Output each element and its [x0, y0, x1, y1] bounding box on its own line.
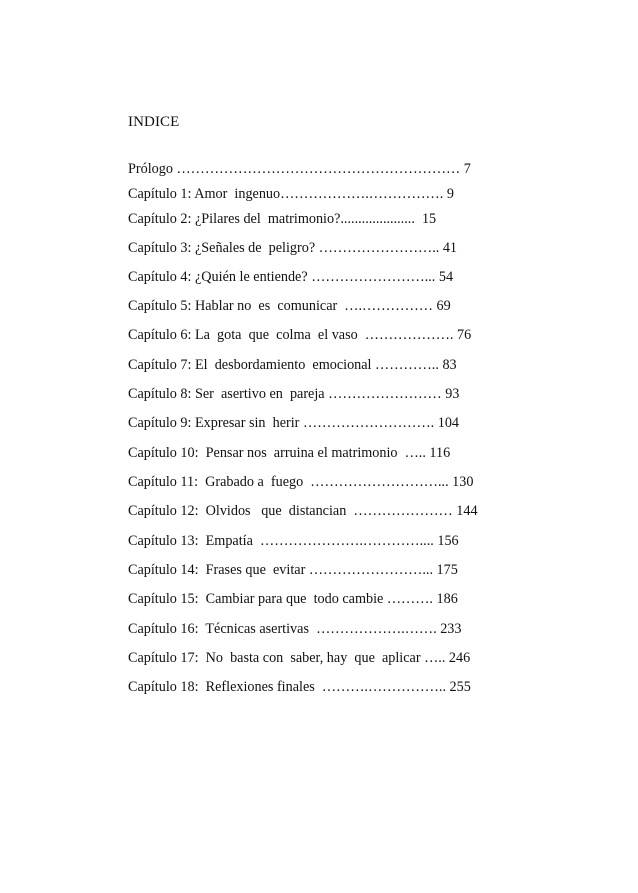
- toc-entry-text: Capítulo 16: Técnicas asertivas ……………….……. 233: [128, 621, 462, 637]
- toc-entry: [128, 160, 471, 178]
- toc-entry: [128, 356, 457, 374]
- toc-entry-text: Capítulo 1: Amor ingenuo……………….……………. 9: [128, 186, 454, 202]
- toc-entry: [128, 239, 457, 257]
- toc-entry-text: Capítulo 5: Hablar no es comunicar ….…………… 69: [128, 298, 451, 314]
- toc-entry: [128, 620, 462, 638]
- toc-entry: [128, 268, 453, 286]
- toc-entry: [128, 185, 454, 203]
- toc-entry-text: Capítulo 10: Pensar nos arruina el matrimonio ….. 116: [128, 445, 451, 461]
- toc-entry: [128, 414, 459, 432]
- toc-entry-text: Capítulo 6: La gota que colma el vaso ………………. 76: [128, 327, 472, 343]
- toc-entry: [128, 561, 458, 579]
- toc-entry: [128, 297, 451, 315]
- toc-entry: [128, 532, 459, 550]
- toc-entry-text: Capítulo 15: Cambiar para que todo cambie ………. 186: [128, 591, 458, 607]
- toc-entry-text: Capítulo 4: ¿Quién le entiende? ……………………... 54: [128, 269, 454, 285]
- toc-entry-text: Capítulo 14: Frases que evitar ……………………... 175: [128, 562, 458, 578]
- toc-entry-text: Prólogo …………………………………………………… 7: [128, 161, 471, 177]
- toc-entry-text: Capítulo 17: No basta con saber, hay que aplicar ….. 246: [128, 650, 471, 666]
- toc-entry-text: Capítulo 12: Olvidos que distancian ………………… 144: [128, 503, 478, 519]
- toc-entry: [128, 590, 458, 608]
- toc-entry: [128, 502, 478, 520]
- toc-entry: [128, 678, 471, 696]
- toc-entry-text: Capítulo 2: ¿Pilares del matrimonio?..................... 15: [128, 211, 437, 227]
- toc-entry-text: Capítulo 8: Ser asertivo en pareja …………………… 93: [128, 386, 460, 402]
- toc-entry-text: Capítulo 9: Expresar sin herir ………………………. 104: [128, 415, 460, 431]
- toc-entry: [128, 473, 473, 491]
- toc-entry: [128, 444, 450, 462]
- index-title: INDICE: [128, 114, 180, 130]
- toc-entry: [128, 385, 459, 403]
- toc-entry: [128, 649, 470, 667]
- toc-entry-text: Capítulo 7: El desbordamiento emocional ………….. 83: [128, 357, 457, 373]
- toc-entry: [128, 326, 471, 344]
- toc-entry-text: Capítulo 18: Reflexiones finales ……….…………….. 255: [128, 679, 471, 695]
- toc-entry-text: Capítulo 13: Empatía ………………….………….... 156: [128, 533, 459, 549]
- toc-entry-text: Capítulo 11: Grabado a fuego ………………………... 130: [128, 474, 474, 490]
- toc-entry: [128, 210, 436, 228]
- toc-entry-text: Capítulo 3: ¿Señales de peligro? …………………….. 41: [128, 240, 458, 256]
